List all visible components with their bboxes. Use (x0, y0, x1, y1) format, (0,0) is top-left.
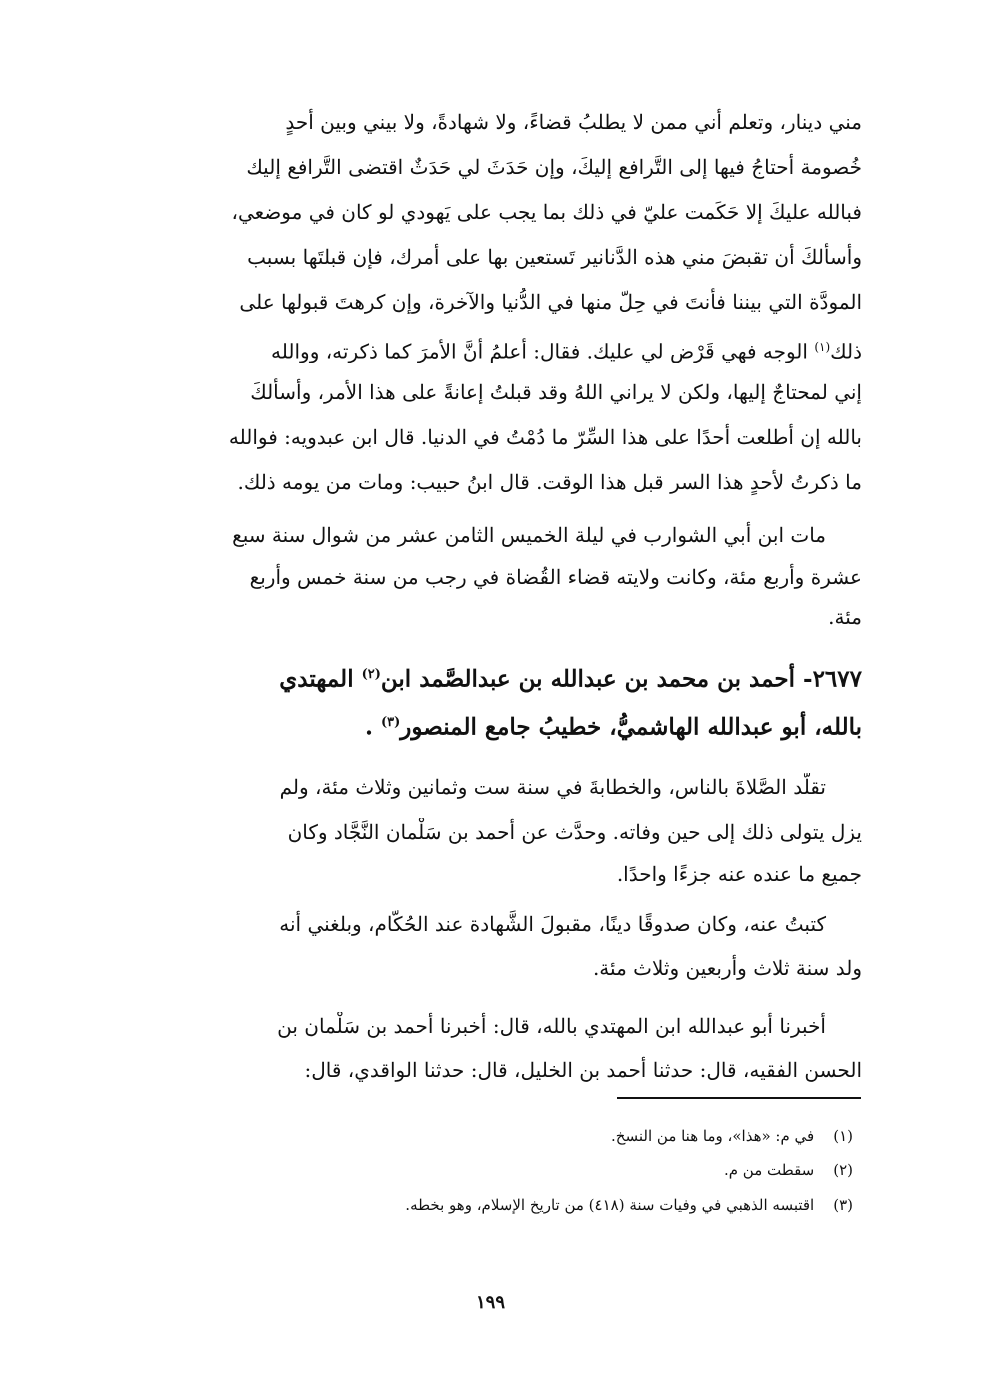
lower-text (128, 910, 862, 1100)
footnote-ref: (٣) (380, 715, 401, 730)
para-line: جميع ما عنده عنه جزءًا واحدًا. (616, 862, 862, 886)
heading-text: . (364, 713, 381, 741)
death-line: مئة. (828, 605, 862, 629)
main-text (128, 108, 862, 1008)
entry-heading-line-1 (128, 658, 862, 694)
body-line: ما ذكرتُ لأحدٍ هذا السر قبل هذا الوقت. قال ابنُ حبيب: ومات من يومه ذلك. (237, 470, 862, 494)
footnote-ref: (٢) (361, 667, 381, 682)
page-number: ١٩٩ (475, 1292, 505, 1313)
body-line: بالله إن أطلعت أحدًا على هذا السِّرّ ما دُمْتُ في الدنيا. قال ابن عبدويه: فوالله (228, 425, 862, 449)
para-line: أخبرنا أبو عبدالله ابن المهتدي بالله، قال: أخبرنا أحمد بن سَلْمان بن (277, 1014, 826, 1038)
para-line: تقلَّد الصَّلاةَ بالناس، والخطابةَ في سنة ست وثمانين وثلاث مئة، ولم (279, 775, 826, 799)
footnote (611, 1125, 853, 1147)
death-line: مات ابن أبي الشوارب في ليلة الخميس الثامن عشر من شوال سنة سبع (232, 523, 826, 547)
footnote-ref: (١) (814, 340, 831, 354)
body-line: خُصومة أحتاجُ فيها إلى التَّرافع إليكَ، وإن حَدَثَ لي حَدَثٌ اقتضى التَّرافع إليك (246, 155, 862, 179)
death-line: عشرة وأربع مئة، وكانت ولايته قضاء القُضاة في رجب من سنة خمس وأربع (249, 565, 862, 589)
para-line: ولد سنة ثلاث وأربعين وثلاث مئة. (592, 956, 862, 980)
footnote-number: (٢) (833, 1161, 853, 1179)
footnote-text: سقطت من م. (723, 1161, 815, 1179)
para-line: الحسن الفقيه، قال: حدثنا أحمد بن الخليل، قال: حدثنا الواقدي، قال: (304, 1058, 862, 1082)
footnote-number: (١) (833, 1127, 853, 1145)
body-line-start: ذلك (830, 339, 862, 363)
footnote-text: في م: «هذا»، وما هنا من النسخ. (611, 1127, 815, 1145)
heading-text: المهتدي (279, 665, 362, 693)
para-line: كتبتُ عنه، وكان صدوقًا دينًا، مقبولَ الشَّهادة عند الحُكَّام، وبلغني أنه (279, 912, 826, 936)
body-line: المودَّة التي بيننا فأنتَ في حِلّ منها في الدُّنيا والآخرة، وإن كرهتَ قبولها على (239, 290, 862, 314)
heading-text: ٢٦٧٧- أحمد بن محمد بن عبدالله بن عبدالصَّمد ابن (380, 665, 862, 693)
para-line: يزل يتولى ذلك إلى حين وفاته. وحدَّث عن أحمد بن سَلْمان النَّجَّاد وكان (287, 820, 862, 844)
body-line: وأسألكَ أن تقبضَ مني هذه الدَّنانير تَستعين بها على أمرك، فإن قبلتَها بسبب (247, 245, 862, 269)
body-line-with-footnote (128, 333, 862, 363)
footnote (724, 1159, 853, 1181)
body-line: إني لمحتاجٌ إليها، ولكن لا يراني اللهُ وقد قبلتُ إعانةً على هذا الأمر، وأسألكَ (250, 380, 862, 404)
footnote (405, 1194, 853, 1216)
body-line: مني دينار، وتعلم أني ممن لا يطلبُ قضاءً، ولا شهادةً، ولا بيني وبين أحدٍ (285, 110, 862, 134)
footnote-number: (٣) (833, 1196, 853, 1214)
body-line: فبالله عليكَ إلا حَكَمت عليّ في ذلك بما يجب على يَهودي لو كان في موضعي، (231, 200, 862, 224)
entry-heading-line-2 (128, 706, 862, 742)
footnote-divider (617, 1097, 861, 1099)
footnote-text: اقتبسه الذهبي في وفيات سنة (٤١٨) من تاريخ الإسلام، وهو بخطه. (405, 1196, 815, 1214)
heading-text: بالله، أبو عبدالله الهاشميُّ، خطيبُ جامع المنصور (400, 713, 862, 741)
body-line-rest: الوجه فهي قَرْض لي عليك. فقال: أعلمُ أنَّ الأمرَ كما ذكرته، ووالله (271, 339, 808, 363)
